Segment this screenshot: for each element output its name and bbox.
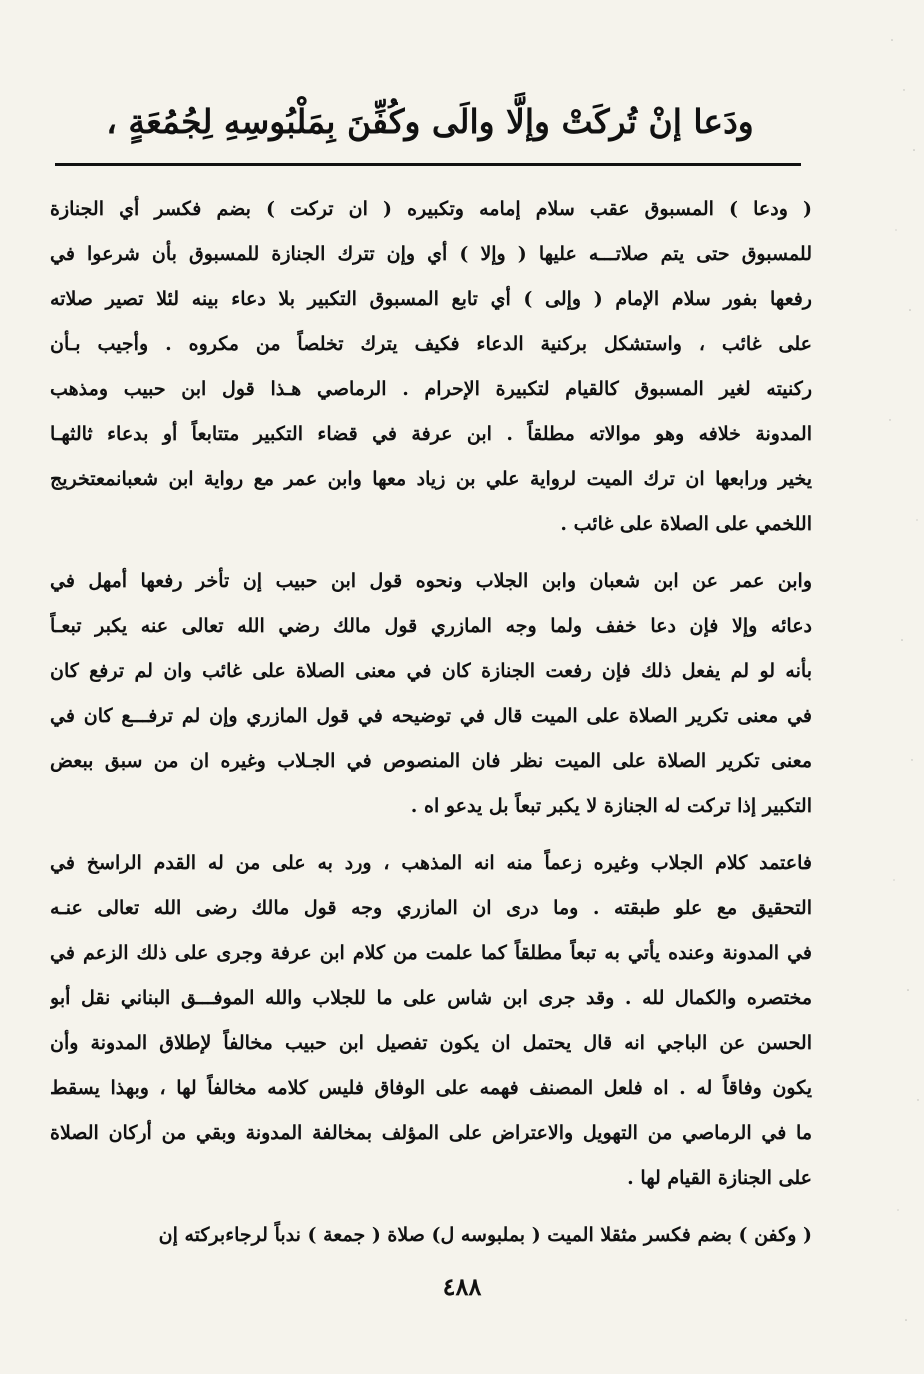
text-line: ركنيته لغير المسبوق كالقيام لتكبيرة الإحرام . الرماصي هـذا قول ابن حبيب ومذهب (50, 378, 812, 400)
text-line: المدونة خلافه وهو موالاته مطلقاً . ابن عرفة في قضاء التكبير متتابعاً أو بدعاء ثالثهـا (50, 423, 812, 445)
paragraph (50, 187, 812, 547)
text-line: يكون وفاقاً له . اه فلعل المصنف فهمه على الوفاق فليس كلامه مخالفاً لها ، وبهذا يسقط (50, 1077, 812, 1099)
paragraph (50, 841, 812, 1201)
edge-noise (884, 0, 924, 1374)
text-line: على الجنازة القيام لها . (627, 1167, 812, 1189)
text-line: وابن عمر عن ابن شعبان وابن الجلاب ونحوه قول ابن حبيب إن تأخر رفعها أمهل في (50, 570, 812, 592)
text-line: التحقيق مع علو طبقته . وما درى ان المازري وجه قول مالك رضى الله تعالى عنـه (50, 897, 812, 919)
text-line: مختصره والكمال لله . وقد جرى ابن شاس على ما للجلاب والله الموفـــق البناني نقل أبو (50, 987, 812, 1009)
commentary-body (50, 187, 812, 1258)
text-line: في المدونة وعنده يأتي به تبعاً مطلقاً كما علمت من كلام ابن عرفة وجرى على ذلك الزعم في (50, 942, 812, 964)
text-line: للمسبوق حتى يتم صلاتـــه عليها ( وإلا ) أي وإن تترك الجنازة للمسبوق بأن شرعوا في (50, 243, 812, 265)
text-line: رفعها بفور سلام الإمام ( وإلى ) أي تابع المسبوق التكبير بلا دعاء بينه لئلا تصير صلاته (50, 288, 812, 310)
verse-header: ودَعا إنْ تُركَتْ وإلَّا والَى وكُفِّنَ بِمَلْبُوسِهِ لِجُمُعَةٍ ، (106, 102, 754, 141)
text-line: في معنى تكرير الصلاة على الميت قال في توضيحه في قول المازري وإن لم ترفـــع كان في (50, 705, 812, 727)
text-line: على غائب ، واستشكل بركنية الدعاء فكيف يترك تخلصاً من مكروه . وأجيب بـأن (50, 333, 812, 355)
text-line: ( وكفن ) بضم فكسر مثقلا الميت ( بملبوسه ل) صلاة ( جمعة ) ندباً لرجاءبركته إن (158, 1224, 812, 1246)
header-divider (55, 163, 801, 166)
text-line: فاعتمد كلام الجلاب وغيره زعماً منه انه المذهب ، ورد به على من له القدم الراسخ في (50, 852, 812, 874)
text-line: دعائه وإلا فإن دعا خفف ولما وجه المازري قول مالك رضي الله تعالى عنه يكبر تبعـاً (50, 615, 812, 637)
page-number: ٤٨٨ (442, 1272, 482, 1301)
text-line: اللخمي على الصلاة على غائب . (560, 513, 812, 535)
text-line: بأنه لو لم يفعل ذلك فإن رفعت الجنازة كان في معنى الصلاة على غائب وان لم ترفع كان (50, 660, 812, 682)
text-line: ما في الرماصي من التهويل والاعتراض على المؤلف بمخالفة المدونة وبقي من أركان الصلاة (50, 1122, 812, 1144)
text-line: معنى تكرير الصلاة على الميت نظر فان المنصوص في الجـلاب وغيره ان من سبق ببعض (50, 750, 812, 772)
text-line: الحسن عن الباجي انه قال يحتمل ان يكون تفصيل ابن حبيب مخالفاً لإطلاق المدونة وأن (50, 1032, 812, 1054)
paragraph (50, 559, 812, 829)
text-line: ( ودعا ) المسبوق عقب سلام إمامه وتكبيره ( ان تركت ) بضم فكسر أي الجنازة (50, 198, 812, 220)
text-line: يخير ورابعها ان ترك الميت لرواية علي بن زياد معها وابن عمر مع رواية ابن شعبانمعتخريج (50, 468, 812, 490)
paragraph (50, 1213, 812, 1258)
text-line: التكبير إذا تركت له الجنازة لا يكبر تبعاً بل يدعو اه . (410, 795, 812, 817)
